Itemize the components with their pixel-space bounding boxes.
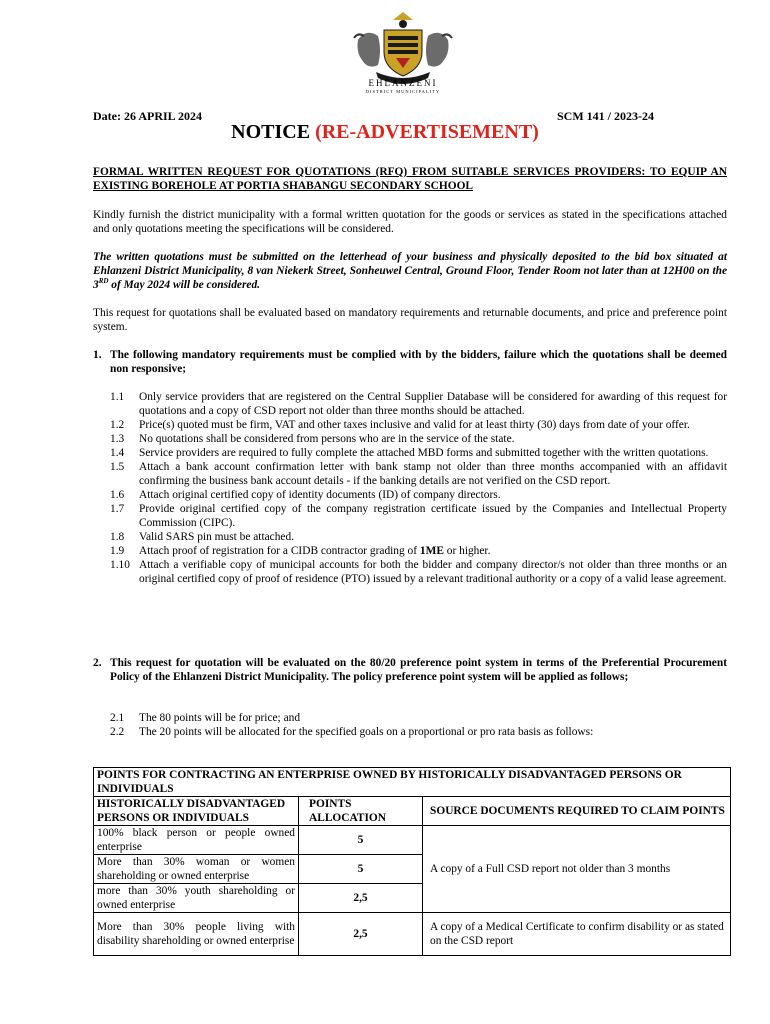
item-text: Valid SARS pin must be attached. xyxy=(139,531,295,543)
title-readvertisement: (RE-ADVERTISEMENT) xyxy=(315,121,539,143)
item-number: 1.8 xyxy=(110,531,125,543)
header-points: POINTS ALLOCATION xyxy=(299,797,423,826)
list-item xyxy=(110,446,727,460)
notice-date: Date: 26 APRIL 2024 xyxy=(93,109,202,123)
list-item xyxy=(110,418,727,432)
submission-text-part1: The written quotations must be submitted on the letterhead of your business and physically deposited to the bid box situated at Ehlanzeni District Municipality, 8 van Niekerk Street, Sonheuwel Central, Ground Floor, Tender Room not later than at 12H00 on the 3 xyxy=(93,251,727,291)
item-text: Only service providers that are registered on the Central Supplier Database will be considered for awarding of this request for quotations and a copy of CSD report not older than three months should be attached. xyxy=(139,391,727,417)
evaluation-paragraph: This request for quotations shall be evaluated based on mandatory requirements and returnable documents, and price and preference point system. xyxy=(93,307,727,333)
title-main: NOTICE xyxy=(231,121,311,143)
section-2-text: This request for quotation will be evaluated on the 80/20 preference point system in terms of the Preferential Procurement Policy of the Ehlanzeni District Municipality. The policy preference point system will be applied as follows; xyxy=(110,657,727,683)
submission-text-part2: of May 2024 will be considered. xyxy=(108,279,260,291)
item-number: 2.2 xyxy=(110,726,125,738)
page-title xyxy=(0,121,770,144)
item-text-end: or higher. xyxy=(443,545,491,557)
group-cell: more than 30% youth shareholding or owned enterprise xyxy=(94,884,299,913)
list-item xyxy=(110,390,727,418)
rfq-subject: FORMAL WRITTEN REQUEST FOR QUOTATIONS (RFQ) FROM SUITABLE SERVICES PROVIDERS: TO EQUIP AN EXISTING BOREHOLE AT PORTIA SHABANGU SECONDARY SCHOOL xyxy=(93,166,727,192)
points-cell: 5 xyxy=(299,826,423,855)
section-1-number: 1. xyxy=(93,349,102,361)
logo-name: EHLANZENI xyxy=(368,78,438,88)
item-number: 1.7 xyxy=(110,503,125,515)
item-text: Provide original certified copy of the company registration certificate issued by the Companies and Intellectual Property Commission (CIPC). xyxy=(139,503,727,529)
preference-points-list xyxy=(110,711,727,739)
table-row xyxy=(94,913,731,956)
section-1-text: The following mandatory requirements must be complied with by the bidders, failure which the quotations shall be deemed non responsive; xyxy=(110,349,727,375)
section-2-heading xyxy=(93,656,727,684)
list-item xyxy=(110,711,727,725)
submission-instructions xyxy=(93,250,727,292)
intro-paragraph: Kindly furnish the district municipality with a formal written quotation for the goods or services as stated in the specifications attached and only quotations meeting the specifications will be considered. xyxy=(93,209,727,235)
header-source: SOURCE DOCUMENTS REQUIRED TO CLAIM POINTS xyxy=(423,797,731,826)
points-allocation-table xyxy=(93,767,731,956)
item-text: Service providers are required to fully complete the attached MBD forms and submitted together with the written quotations. xyxy=(139,447,709,459)
source-medical-cell: A copy of a Medical Certificate to confirm disability or as stated on the CSD report xyxy=(423,913,731,956)
list-item xyxy=(110,558,727,586)
item-number: 1.10 xyxy=(110,559,130,571)
section-2-number: 2. xyxy=(93,657,102,669)
table-header-row xyxy=(94,797,731,826)
item-text: The 80 points will be for price; and xyxy=(139,712,301,724)
submission-date-suffix: RD xyxy=(98,277,109,286)
points-cell: 5 xyxy=(299,855,423,884)
item-text: Attach original certified copy of identity documents (ID) of company directors. xyxy=(139,489,501,501)
item-number: 1.1 xyxy=(110,391,125,403)
cidb-grading: 1ME xyxy=(419,545,444,557)
item-number: 1.4 xyxy=(110,447,125,459)
group-cell: More than 30% people living with disability shareholding or owned enterprise xyxy=(94,913,299,956)
group-cell: 100% black person or people owned enterprise xyxy=(94,826,299,855)
item-number: 1.5 xyxy=(110,461,125,473)
item-number: 1.9 xyxy=(110,545,125,557)
group-cell: More than 30% woman or women shareholding or owned enterprise xyxy=(94,855,299,884)
item-number: 1.2 xyxy=(110,419,125,431)
logo-subtitle: DISTRICT MUNICIPALITY xyxy=(365,89,441,94)
points-cell: 2,5 xyxy=(299,913,423,956)
section-1-heading xyxy=(93,348,727,376)
list-item xyxy=(110,488,727,502)
item-text: No quotations shall be considered from persons who are in the service of the state. xyxy=(139,433,515,445)
list-item xyxy=(110,502,727,530)
list-item xyxy=(110,432,727,446)
item-text: The 20 points will be allocated for the specified goals on a proportional or pro rata basis as follows: xyxy=(139,726,594,738)
list-item xyxy=(110,725,727,739)
item-text: Price(s) quoted must be firm, VAT and other taxes inclusive and valid for at least thirty (30) days from date of your offer. xyxy=(139,419,690,431)
source-csd-cell: A copy of a Full CSD report not older than 3 months xyxy=(423,826,731,913)
table-caption-row xyxy=(94,768,731,797)
table-row xyxy=(94,826,731,855)
list-item xyxy=(110,544,727,558)
item-text: Attach a verifiable copy of municipal accounts for both the bidder and company director/s not older than three months or an original certified copy of proof of residence (PTO) issued by a relevant traditional authority or a copy of a valid lease agreement. xyxy=(139,559,727,585)
item-number: 1.6 xyxy=(110,489,125,501)
list-item xyxy=(110,460,727,488)
item-text: Attach proof of registration for a CIDB contractor grading of xyxy=(139,545,420,557)
table-caption: POINTS FOR CONTRACTING AN ENTERPRISE OWNED BY HISTORICALLY DISADVANTAGED PERSONS OR INDIVIDUALS xyxy=(94,768,731,797)
notice-reference: SCM 141 / 2023-24 xyxy=(557,109,654,123)
item-number: 2.1 xyxy=(110,712,125,724)
item-number: 1.3 xyxy=(110,433,125,445)
header-group: HISTORICALLY DISADVANTAGED PERSONS OR INDIVIDUALS xyxy=(94,797,299,826)
list-item xyxy=(110,530,727,544)
item-text: Attach a bank account confirmation letter with bank stamp not older than three months accompanied with an affidavit confirming the business bank account details - if the banking details are not verified on the CSD report. xyxy=(139,461,727,487)
mandatory-requirements-list xyxy=(110,390,727,586)
points-cell: 2,5 xyxy=(299,884,423,913)
